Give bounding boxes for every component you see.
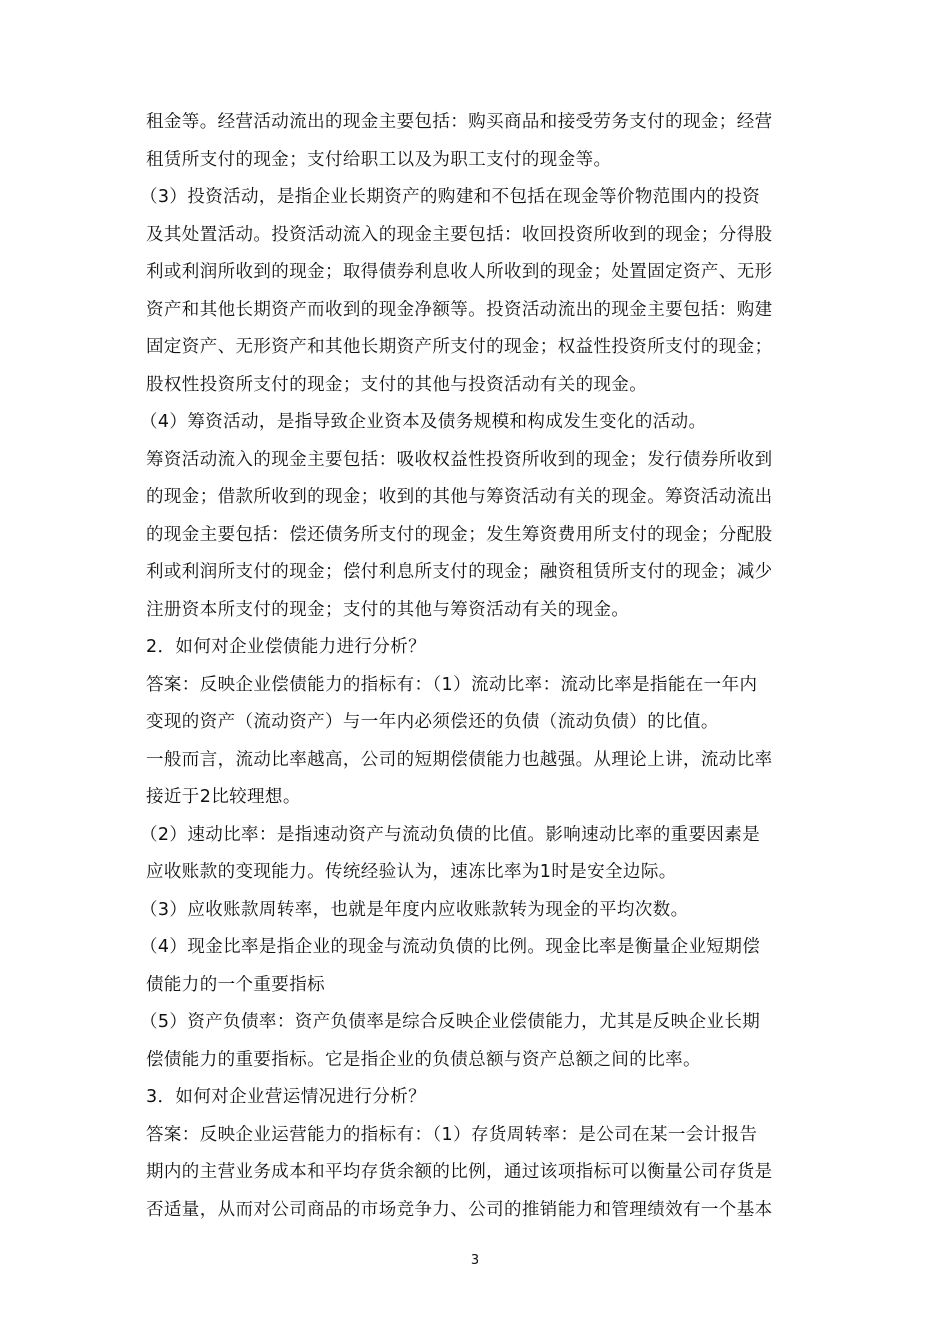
text-line: 的现金；借款所收到的现金；收到的其他与筹资活动有关的现金。筹资活动流出 xyxy=(146,487,773,507)
text-line: 偿债能力的重要指标。它是指企业的负债总额与资产总额之间的比率。 xyxy=(146,1049,701,1070)
text-line: 期内的主营业务成本和平均存货余额的比例，通过该项指标可以衡量公司存货是 xyxy=(146,1162,773,1182)
page-number: 3 xyxy=(470,1253,480,1268)
text-line: 应收账款的变现能力。传统经验认为，速冻比率为1时是安全边际。 xyxy=(146,862,677,882)
text-line: （3）应收账款周转率，也就是年度内应收账款转为现金的平均次数。 xyxy=(140,899,689,920)
text-line: （4）现金比率是指企业的现金与流动负债的比例。现金比率是衡量企业短期偿 xyxy=(140,937,761,957)
text-line: 利或利润所收到的现金；取得债券利息收人所收到的现金；处置固定资产、无形 xyxy=(146,262,773,282)
text-line: 股权性投资所支付的现金；支付的其他与投资活动有关的现金。 xyxy=(146,374,648,395)
text-line: （2）速动比率：是指速动资产与流动负债的比值。影响速动比率的重要因素是 xyxy=(140,824,761,845)
section-heading: 2．如何对企业偿债能力进行分析？ xyxy=(146,637,427,657)
text-line: 筹资活动流入的现金主要包括：吸收权益性投资所收到的现金；发行债券所收到 xyxy=(146,449,773,470)
text-line: 否适量，从而对公司商品的市场竞争力、公司的推销能力和管理绩效有一个基本 xyxy=(146,1199,773,1220)
text-line: 资产和其他长期资产而收到的现金净额等。投资活动流出的现金主要包括：购建 xyxy=(146,299,773,320)
text-line: 及其处置活动。投资活动流入的现金主要包括：收回投资所收到的现金；分得股 xyxy=(146,224,773,245)
text-line: 固定资产、无形资产和其他长期资产所支付的现金；权益性投资所支付的现金； xyxy=(146,337,773,357)
text-line: 答案：反映企业运营能力的指标有：（1）存货周转率：是公司在某一会计报告 xyxy=(146,1124,758,1145)
text-line: 的现金主要包括：偿还债务所支付的现金；发生筹资费用所支付的现金；分配股 xyxy=(146,524,773,545)
section-heading: 3．如何对企业营运情况进行分析？ xyxy=(146,1087,427,1107)
text-line: 债能力的一个重要指标 xyxy=(146,974,325,995)
text-line: 利或利润所支付的现金；偿付利息所支付的现金；融资租赁所支付的现金；减少 xyxy=(146,562,773,582)
text-line: （5）资产负债率：资产负债率是综合反映企业偿债能力，尤其是反映企业长期 xyxy=(140,1012,761,1032)
text-line: 接近于2比较理想。 xyxy=(146,787,301,807)
text-line: 答案：反映企业偿债能力的指标有：（1）流动比率：流动比率是指能在一年内 xyxy=(146,674,758,695)
text-line: 一般而言，流动比率越高，公司的短期偿债能力也越强。从理论上讲，流动比率 xyxy=(146,749,773,770)
text-line: 租赁所支付的现金；支付给职工以及为职工支付的现金等。 xyxy=(146,149,612,170)
text-line: 注册资本所支付的现金；支付的其他与筹资活动有关的现金。 xyxy=(146,599,630,620)
text-line: （3）投资活动，是指企业长期资产的购建和不包括在现金等价物范围内的投资 xyxy=(140,187,761,207)
text-line: 变现的资产（流动资产）与一年内必须偿还的负债（流动负债）的比值。 xyxy=(146,712,719,732)
text-line: 租金等。经营活动流出的现金主要包括：购买商品和接受劳务支付的现金；经营 xyxy=(146,112,773,132)
body-text xyxy=(140,104,826,1229)
text-line: （4）筹资活动，是指导致企业资本及债务规模和构成发生变化的活动。 xyxy=(140,412,707,432)
